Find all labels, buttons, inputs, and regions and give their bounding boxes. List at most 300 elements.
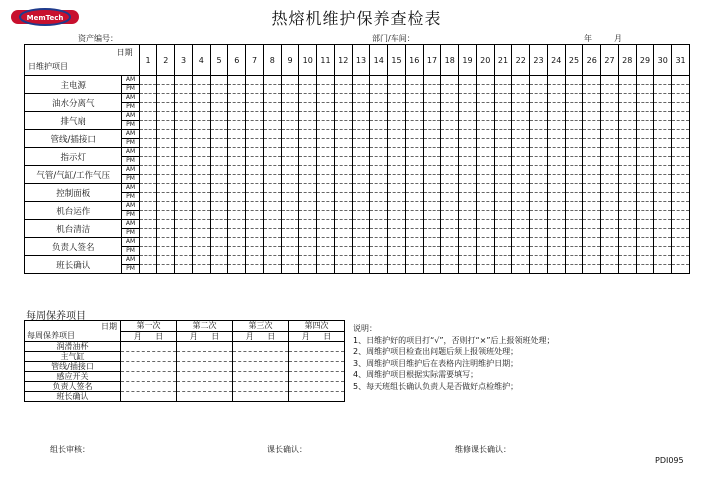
check-cell[interactable] <box>583 112 601 121</box>
check-cell[interactable] <box>441 139 459 148</box>
check-cell[interactable] <box>672 184 690 193</box>
check-cell[interactable] <box>334 265 352 274</box>
check-cell[interactable] <box>441 85 459 94</box>
check-cell[interactable] <box>405 202 423 211</box>
check-cell[interactable] <box>281 256 299 265</box>
check-cell[interactable] <box>583 76 601 85</box>
check-cell[interactable] <box>459 112 477 121</box>
check-cell[interactable] <box>476 76 494 85</box>
check-cell[interactable] <box>441 193 459 202</box>
check-cell[interactable] <box>299 76 317 85</box>
check-cell[interactable] <box>530 112 548 121</box>
check-cell[interactable] <box>601 202 619 211</box>
check-cell[interactable] <box>228 103 246 112</box>
check-cell[interactable] <box>192 202 210 211</box>
check-cell[interactable] <box>547 166 565 175</box>
check-cell[interactable] <box>228 112 246 121</box>
check-cell[interactable] <box>139 130 157 139</box>
check-cell[interactable] <box>388 148 406 157</box>
check-cell[interactable] <box>672 265 690 274</box>
check-cell[interactable] <box>317 184 335 193</box>
check-cell[interactable] <box>476 166 494 175</box>
check-cell[interactable] <box>565 220 583 229</box>
check-cell[interactable] <box>636 112 654 121</box>
check-cell[interactable] <box>672 121 690 130</box>
check-cell[interactable] <box>618 202 636 211</box>
check-cell[interactable] <box>281 112 299 121</box>
check-cell[interactable] <box>494 130 512 139</box>
check-cell[interactable] <box>405 157 423 166</box>
check-cell[interactable] <box>210 103 228 112</box>
check-cell[interactable] <box>547 175 565 184</box>
check-cell[interactable] <box>423 184 441 193</box>
check-cell[interactable] <box>352 256 370 265</box>
check-cell[interactable] <box>388 256 406 265</box>
check-cell[interactable] <box>423 211 441 220</box>
check-cell[interactable] <box>139 112 157 121</box>
check-cell[interactable] <box>192 193 210 202</box>
check-cell[interactable] <box>530 148 548 157</box>
check-cell[interactable] <box>157 130 175 139</box>
check-cell[interactable] <box>228 211 246 220</box>
check-cell[interactable] <box>210 229 228 238</box>
check-cell[interactable] <box>246 220 264 229</box>
check-cell[interactable] <box>263 247 281 256</box>
check-cell[interactable] <box>441 94 459 103</box>
check-cell[interactable] <box>672 238 690 247</box>
check-cell[interactable] <box>246 121 264 130</box>
check-cell[interactable] <box>157 202 175 211</box>
check-cell[interactable] <box>334 166 352 175</box>
check-cell[interactable] <box>476 211 494 220</box>
check-cell[interactable] <box>370 121 388 130</box>
check-cell[interactable] <box>601 130 619 139</box>
check-cell[interactable] <box>654 229 672 238</box>
check-cell[interactable] <box>441 256 459 265</box>
check-cell[interactable] <box>654 157 672 166</box>
check-cell[interactable] <box>547 94 565 103</box>
check-cell[interactable] <box>636 121 654 130</box>
check-cell[interactable] <box>317 130 335 139</box>
check-cell[interactable] <box>228 193 246 202</box>
check-cell[interactable] <box>405 211 423 220</box>
check-cell[interactable] <box>459 247 477 256</box>
check-cell[interactable] <box>370 76 388 85</box>
check-cell[interactable] <box>565 211 583 220</box>
check-cell[interactable] <box>512 94 530 103</box>
check-cell[interactable] <box>263 238 281 247</box>
check-cell[interactable] <box>352 139 370 148</box>
check-cell[interactable] <box>157 157 175 166</box>
check-cell[interactable] <box>210 139 228 148</box>
check-cell[interactable] <box>654 256 672 265</box>
check-cell[interactable] <box>139 76 157 85</box>
weekly-check-cell[interactable] <box>233 382 289 392</box>
check-cell[interactable] <box>157 238 175 247</box>
check-cell[interactable] <box>636 193 654 202</box>
check-cell[interactable] <box>281 76 299 85</box>
check-cell[interactable] <box>334 256 352 265</box>
check-cell[interactable] <box>210 238 228 247</box>
check-cell[interactable] <box>370 175 388 184</box>
check-cell[interactable] <box>672 94 690 103</box>
check-cell[interactable] <box>157 184 175 193</box>
check-cell[interactable] <box>441 265 459 274</box>
check-cell[interactable] <box>512 211 530 220</box>
check-cell[interactable] <box>370 94 388 103</box>
check-cell[interactable] <box>459 202 477 211</box>
check-cell[interactable] <box>334 175 352 184</box>
check-cell[interactable] <box>370 238 388 247</box>
check-cell[interactable] <box>672 139 690 148</box>
check-cell[interactable] <box>636 220 654 229</box>
check-cell[interactable] <box>281 184 299 193</box>
check-cell[interactable] <box>281 94 299 103</box>
check-cell[interactable] <box>352 247 370 256</box>
check-cell[interactable] <box>352 175 370 184</box>
check-cell[interactable] <box>228 148 246 157</box>
check-cell[interactable] <box>476 238 494 247</box>
check-cell[interactable] <box>175 211 193 220</box>
check-cell[interactable] <box>530 175 548 184</box>
check-cell[interactable] <box>476 112 494 121</box>
check-cell[interactable] <box>228 256 246 265</box>
check-cell[interactable] <box>601 103 619 112</box>
check-cell[interactable] <box>299 265 317 274</box>
check-cell[interactable] <box>601 121 619 130</box>
check-cell[interactable] <box>317 148 335 157</box>
check-cell[interactable] <box>601 148 619 157</box>
check-cell[interactable] <box>494 85 512 94</box>
check-cell[interactable] <box>405 229 423 238</box>
check-cell[interactable] <box>459 76 477 85</box>
check-cell[interactable] <box>565 157 583 166</box>
check-cell[interactable] <box>157 256 175 265</box>
weekly-check-cell[interactable] <box>177 342 233 352</box>
check-cell[interactable] <box>636 85 654 94</box>
check-cell[interactable] <box>388 130 406 139</box>
check-cell[interactable] <box>441 148 459 157</box>
check-cell[interactable] <box>139 175 157 184</box>
check-cell[interactable] <box>246 175 264 184</box>
check-cell[interactable] <box>530 229 548 238</box>
check-cell[interactable] <box>583 202 601 211</box>
check-cell[interactable] <box>494 184 512 193</box>
check-cell[interactable] <box>636 229 654 238</box>
check-cell[interactable] <box>530 193 548 202</box>
check-cell[interactable] <box>157 265 175 274</box>
check-cell[interactable] <box>547 121 565 130</box>
check-cell[interactable] <box>476 229 494 238</box>
check-cell[interactable] <box>388 85 406 94</box>
check-cell[interactable] <box>618 103 636 112</box>
check-cell[interactable] <box>441 166 459 175</box>
check-cell[interactable] <box>370 256 388 265</box>
check-cell[interactable] <box>405 121 423 130</box>
check-cell[interactable] <box>246 94 264 103</box>
check-cell[interactable] <box>405 184 423 193</box>
check-cell[interactable] <box>494 103 512 112</box>
check-cell[interactable] <box>388 175 406 184</box>
check-cell[interactable] <box>459 193 477 202</box>
check-cell[interactable] <box>334 85 352 94</box>
check-cell[interactable] <box>459 157 477 166</box>
check-cell[interactable] <box>423 76 441 85</box>
check-cell[interactable] <box>334 103 352 112</box>
check-cell[interactable] <box>654 85 672 94</box>
check-cell[interactable] <box>494 166 512 175</box>
check-cell[interactable] <box>476 157 494 166</box>
check-cell[interactable] <box>512 121 530 130</box>
check-cell[interactable] <box>423 85 441 94</box>
check-cell[interactable] <box>441 175 459 184</box>
check-cell[interactable] <box>565 247 583 256</box>
check-cell[interactable] <box>175 265 193 274</box>
check-cell[interactable] <box>405 265 423 274</box>
check-cell[interactable] <box>370 265 388 274</box>
check-cell[interactable] <box>192 238 210 247</box>
check-cell[interactable] <box>388 211 406 220</box>
check-cell[interactable] <box>299 184 317 193</box>
check-cell[interactable] <box>423 139 441 148</box>
check-cell[interactable] <box>618 265 636 274</box>
check-cell[interactable] <box>388 121 406 130</box>
check-cell[interactable] <box>334 211 352 220</box>
check-cell[interactable] <box>494 94 512 103</box>
check-cell[interactable] <box>175 94 193 103</box>
check-cell[interactable] <box>636 103 654 112</box>
check-cell[interactable] <box>601 112 619 121</box>
check-cell[interactable] <box>210 202 228 211</box>
check-cell[interactable] <box>494 247 512 256</box>
check-cell[interactable] <box>618 211 636 220</box>
check-cell[interactable] <box>210 220 228 229</box>
check-cell[interactable] <box>583 103 601 112</box>
check-cell[interactable] <box>476 130 494 139</box>
check-cell[interactable] <box>228 139 246 148</box>
check-cell[interactable] <box>352 157 370 166</box>
check-cell[interactable] <box>317 220 335 229</box>
check-cell[interactable] <box>352 211 370 220</box>
check-cell[interactable] <box>565 112 583 121</box>
weekly-check-cell[interactable] <box>233 362 289 372</box>
check-cell[interactable] <box>423 229 441 238</box>
check-cell[interactable] <box>210 265 228 274</box>
check-cell[interactable] <box>175 184 193 193</box>
check-cell[interactable] <box>175 238 193 247</box>
check-cell[interactable] <box>210 85 228 94</box>
check-cell[interactable] <box>370 202 388 211</box>
check-cell[interactable] <box>370 193 388 202</box>
check-cell[interactable] <box>317 85 335 94</box>
check-cell[interactable] <box>547 193 565 202</box>
check-cell[interactable] <box>583 157 601 166</box>
check-cell[interactable] <box>423 166 441 175</box>
check-cell[interactable] <box>654 121 672 130</box>
check-cell[interactable] <box>476 121 494 130</box>
check-cell[interactable] <box>352 238 370 247</box>
check-cell[interactable] <box>175 121 193 130</box>
check-cell[interactable] <box>423 148 441 157</box>
check-cell[interactable] <box>547 238 565 247</box>
check-cell[interactable] <box>601 166 619 175</box>
check-cell[interactable] <box>423 256 441 265</box>
check-cell[interactable] <box>192 103 210 112</box>
check-cell[interactable] <box>388 265 406 274</box>
check-cell[interactable] <box>547 148 565 157</box>
check-cell[interactable] <box>494 229 512 238</box>
check-cell[interactable] <box>210 76 228 85</box>
check-cell[interactable] <box>654 211 672 220</box>
check-cell[interactable] <box>157 175 175 184</box>
check-cell[interactable] <box>210 184 228 193</box>
check-cell[interactable] <box>334 247 352 256</box>
check-cell[interactable] <box>299 256 317 265</box>
check-cell[interactable] <box>263 193 281 202</box>
check-cell[interactable] <box>228 76 246 85</box>
check-cell[interactable] <box>601 139 619 148</box>
check-cell[interactable] <box>618 229 636 238</box>
check-cell[interactable] <box>388 139 406 148</box>
check-cell[interactable] <box>512 256 530 265</box>
check-cell[interactable] <box>654 112 672 121</box>
check-cell[interactable] <box>299 85 317 94</box>
check-cell[interactable] <box>512 202 530 211</box>
check-cell[interactable] <box>246 130 264 139</box>
check-cell[interactable] <box>547 85 565 94</box>
check-cell[interactable] <box>157 193 175 202</box>
check-cell[interactable] <box>317 103 335 112</box>
check-cell[interactable] <box>210 94 228 103</box>
check-cell[interactable] <box>512 193 530 202</box>
check-cell[interactable] <box>636 166 654 175</box>
check-cell[interactable] <box>441 112 459 121</box>
weekly-check-cell[interactable] <box>177 352 233 362</box>
check-cell[interactable] <box>157 166 175 175</box>
check-cell[interactable] <box>476 148 494 157</box>
check-cell[interactable] <box>157 76 175 85</box>
check-cell[interactable] <box>139 121 157 130</box>
check-cell[interactable] <box>672 76 690 85</box>
check-cell[interactable] <box>423 220 441 229</box>
check-cell[interactable] <box>317 229 335 238</box>
check-cell[interactable] <box>370 139 388 148</box>
check-cell[interactable] <box>334 202 352 211</box>
check-cell[interactable] <box>192 220 210 229</box>
check-cell[interactable] <box>512 247 530 256</box>
check-cell[interactable] <box>601 211 619 220</box>
check-cell[interactable] <box>494 112 512 121</box>
check-cell[interactable] <box>370 112 388 121</box>
check-cell[interactable] <box>672 112 690 121</box>
check-cell[interactable] <box>281 121 299 130</box>
check-cell[interactable] <box>192 166 210 175</box>
check-cell[interactable] <box>175 85 193 94</box>
check-cell[interactable] <box>317 166 335 175</box>
check-cell[interactable] <box>263 220 281 229</box>
check-cell[interactable] <box>654 184 672 193</box>
check-cell[interactable] <box>352 112 370 121</box>
check-cell[interactable] <box>263 76 281 85</box>
check-cell[interactable] <box>476 139 494 148</box>
check-cell[interactable] <box>192 139 210 148</box>
week-date-cell[interactable] <box>289 331 345 342</box>
check-cell[interactable] <box>263 85 281 94</box>
weekly-check-cell[interactable] <box>233 342 289 352</box>
check-cell[interactable] <box>459 94 477 103</box>
check-cell[interactable] <box>565 229 583 238</box>
check-cell[interactable] <box>352 184 370 193</box>
check-cell[interactable] <box>210 148 228 157</box>
check-cell[interactable] <box>228 265 246 274</box>
check-cell[interactable] <box>476 175 494 184</box>
check-cell[interactable] <box>192 76 210 85</box>
check-cell[interactable] <box>654 130 672 139</box>
check-cell[interactable] <box>139 265 157 274</box>
check-cell[interactable] <box>210 112 228 121</box>
check-cell[interactable] <box>263 211 281 220</box>
check-cell[interactable] <box>654 139 672 148</box>
check-cell[interactable] <box>299 148 317 157</box>
check-cell[interactable] <box>175 103 193 112</box>
check-cell[interactable] <box>263 256 281 265</box>
check-cell[interactable] <box>228 229 246 238</box>
check-cell[interactable] <box>423 112 441 121</box>
check-cell[interactable] <box>494 202 512 211</box>
check-cell[interactable] <box>139 139 157 148</box>
check-cell[interactable] <box>299 121 317 130</box>
check-cell[interactable] <box>246 193 264 202</box>
check-cell[interactable] <box>423 103 441 112</box>
check-cell[interactable] <box>192 265 210 274</box>
check-cell[interactable] <box>157 139 175 148</box>
check-cell[interactable] <box>547 157 565 166</box>
check-cell[interactable] <box>405 175 423 184</box>
check-cell[interactable] <box>370 247 388 256</box>
check-cell[interactable] <box>334 139 352 148</box>
check-cell[interactable] <box>423 202 441 211</box>
check-cell[interactable] <box>654 193 672 202</box>
check-cell[interactable] <box>139 85 157 94</box>
check-cell[interactable] <box>370 103 388 112</box>
weekly-check-cell[interactable] <box>177 392 233 402</box>
check-cell[interactable] <box>583 175 601 184</box>
weekly-check-cell[interactable] <box>233 392 289 402</box>
check-cell[interactable] <box>246 85 264 94</box>
check-cell[interactable] <box>441 103 459 112</box>
check-cell[interactable] <box>299 220 317 229</box>
check-cell[interactable] <box>459 103 477 112</box>
check-cell[interactable] <box>281 247 299 256</box>
check-cell[interactable] <box>352 166 370 175</box>
check-cell[interactable] <box>654 175 672 184</box>
check-cell[interactable] <box>654 94 672 103</box>
check-cell[interactable] <box>228 247 246 256</box>
check-cell[interactable] <box>601 220 619 229</box>
check-cell[interactable] <box>494 121 512 130</box>
check-cell[interactable] <box>441 130 459 139</box>
check-cell[interactable] <box>157 229 175 238</box>
week-date-cell[interactable] <box>233 331 289 342</box>
check-cell[interactable] <box>281 229 299 238</box>
check-cell[interactable] <box>672 175 690 184</box>
check-cell[interactable] <box>547 184 565 193</box>
check-cell[interactable] <box>565 103 583 112</box>
check-cell[interactable] <box>512 166 530 175</box>
check-cell[interactable] <box>405 220 423 229</box>
check-cell[interactable] <box>565 202 583 211</box>
check-cell[interactable] <box>530 256 548 265</box>
